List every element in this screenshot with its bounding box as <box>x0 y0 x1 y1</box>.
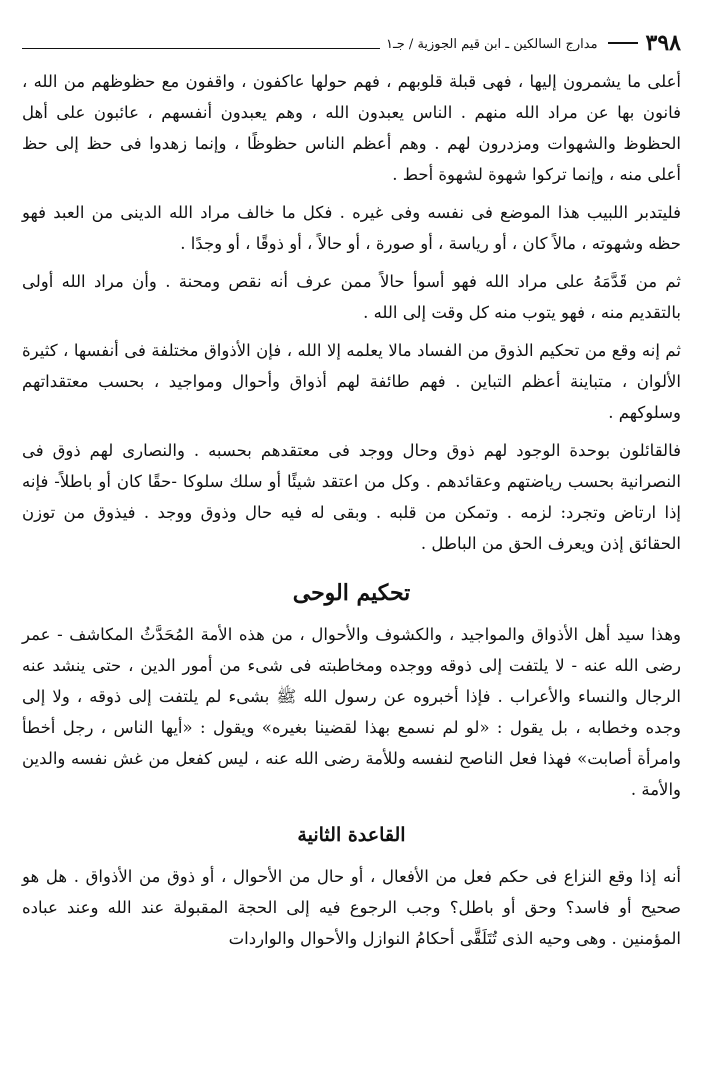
section-heading: تحكيم الوحى <box>292 580 411 606</box>
paragraph: ثم إنه وقع من تحكيم الذوق من الفساد مالا يعلمه إلا الله ، فإن الأذواق مختلفة فى أنفسها ، كثيرة الألوان ، متباينة أعظم التباين . فهم طائفة لهم أذواق وأحوال ومواجيد ، بحسب معتقداتهم وسلوكهم . <box>22 341 681 422</box>
header-rule-divider <box>22 48 380 49</box>
page-header <box>22 22 681 56</box>
running-title: مدارج السالكين ـ ابن قيم الجوزية / جـ١ <box>385 37 598 52</box>
paragraph: وهذا سيد أهل الأذواق والمواجيد ، والكشوف والأحوال ، من هذه الأمة المُحَدَّثُ المكاشف - عمر رضى الله عنه - لا يلتفت إلى ذوقه ووجده ومخاطبته فى شىء من أمور الدين ، حتى ينشد عنه الرجال والنساء والأعراب . فإذا أخبروه عن رسول الله ﷺ بشىء لم يلتفت إلى ذوقه ، ولا إلى وجده وخطابه ، بل يقول : «لو لم نسمع بهذا لقضينا بغيره» ويقول : «أيها الناس ، رجل أخطأ وامرأة أصابت» فهذا فعل الناصح لنفسه وللأمة رضى الله عنه ، ليس كفعل من غش نفسه والدين والأمة . <box>22 625 681 799</box>
paragraph: فالقائلون بوحدة الوجود لهم ذوق وحال ووجد فى معتقدهم بحسبه . والنصارى لهم ذوق فى النصرانية بحسب رياضتهم وعقائدهم . وكل من اعتقد شيئًا أو سلك سلوكا -حقًا كان أو باطلاً- فإنه إذا ارتاض وتجرد: لزمه . وتمكن من قلبه . وبقى له فيه حال وذوق ووجد . فيذوق من توزن الحقائق إذن ويعرف الحق من الباطل . <box>22 441 681 553</box>
section-heading: القاعدة الثانية <box>297 824 406 846</box>
paragraph: أعلى ما يشمرون إليها ، فهى قبلة قلوبهم ، فهم حولها عاكفون ، واقفون مع حظوظهم من الله ، فانون بها عن مراد الله منهم . الناس يعبدون الله ، وهم يعبدون أنفسهم ، عائبون على أهل الحظوظ والشهوات ومزدرون لهم . وهم أعظم الناس حظوظًا ، وإنما زهدوا فى حظ إلى حظ أعلى منه ، وإنما تركوا شهوة لشهوة أحط . <box>22 72 681 184</box>
header-dash-divider <box>608 42 638 44</box>
page-number: ٣٩٨ <box>645 30 681 56</box>
paragraph: فليتدبر اللبيب هذا الموضع فى نفسه وفى غيره . فكل ما خالف مراد الله الدينى من العبد فهو حظه وشهوته ، مالاً كان ، أو رياسة ، أو صورة ، أو حالاً ، أو ذوقًا ، أو وجدًا . <box>22 203 681 253</box>
page-body <box>22 66 681 954</box>
paragraph: ثم من قَدَّمَهُ على مراد الله فهو أسوأ حالاً ممن عرف أنه نقص ومحنة . وأن مراد الله أولى بالتقديم منه ، فهو يتوب منه كل وقت إلى الله . <box>22 272 681 322</box>
paragraph: أنه إذا وقع النزاع فى حكم فعل من الأفعال ، أو حال من الأحوال ، أو ذوق من الأذواق . هل هو صحيح أو فاسد؟ وحق أو باطل؟ وجب الرجوع فيه إلى الحجة المقبولة عند الله وعند عباده المؤمنين . وهى وحيه الذى تُتَلَقَّى أحكامُ النوازل والأحوال والواردات <box>22 867 681 948</box>
